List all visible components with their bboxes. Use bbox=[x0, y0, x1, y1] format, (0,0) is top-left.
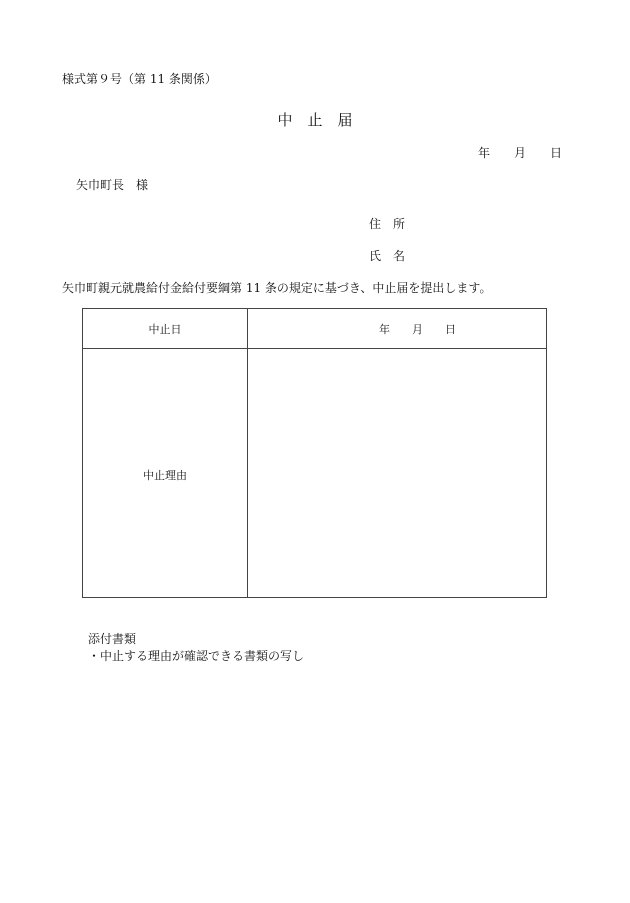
table-column-divider bbox=[247, 309, 248, 597]
name-label: 氏 名 bbox=[369, 249, 406, 263]
stop-date-field[interactable]: 年 月 日 bbox=[379, 323, 456, 336]
stop-reason-label: 中止理由 bbox=[143, 469, 187, 482]
stop-date-label: 中止日 bbox=[148, 323, 182, 336]
addressee: 矢巾町長 様 bbox=[76, 178, 149, 192]
stop-reason-field[interactable] bbox=[255, 357, 538, 589]
statement-text: 矢巾町親元就農給付金給付要綱第 11 条の規定に基づき、中止届を提出します。 bbox=[62, 281, 492, 295]
attachment-item: ・中止する理由が確認できる書類の写し bbox=[88, 649, 305, 663]
form-number: 様式第９号（第 11 条関係） bbox=[62, 72, 217, 86]
document-title: 中 止 届 bbox=[277, 111, 353, 129]
stop-form-table bbox=[82, 308, 547, 598]
submission-date: 年 月 日 bbox=[478, 146, 563, 160]
address-label: 住 所 bbox=[369, 217, 406, 231]
table-row-divider bbox=[83, 348, 546, 349]
attachments-heading: 添付書類 bbox=[88, 632, 137, 646]
